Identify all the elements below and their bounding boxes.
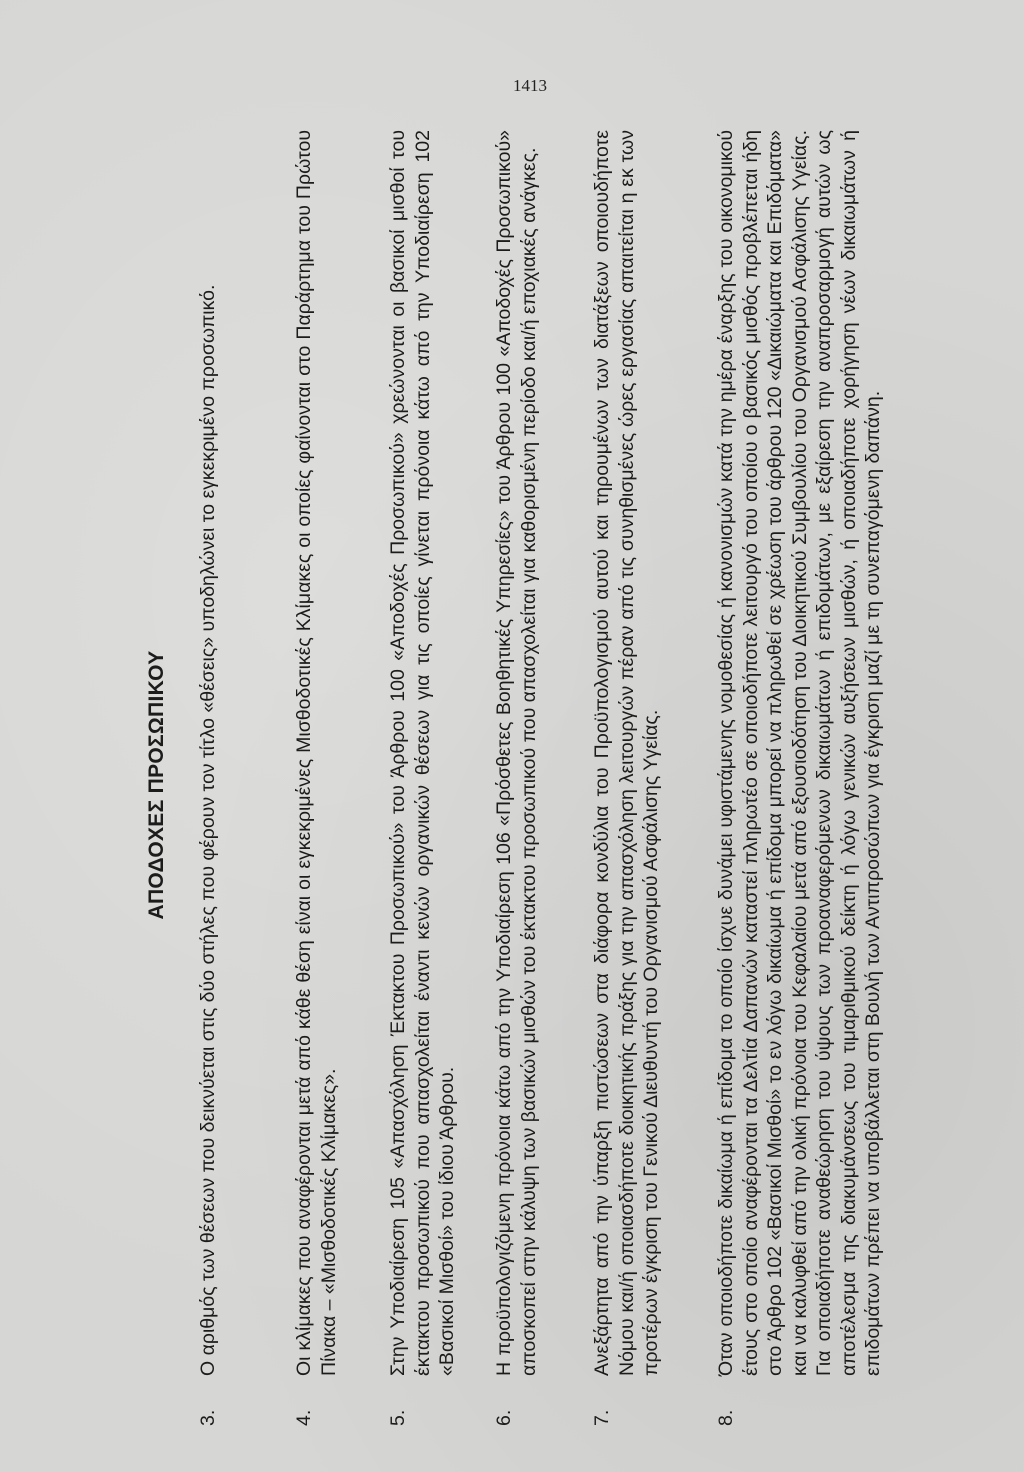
item-text: Στην Υποδιαίρεση 105 «Απασχόληση Έκτακτου Προσωπικού» του Άρθρου 100 «Αποδοχές Προσωπικού» χρεώνονται οι βασικοί μισθοί του έκτακτου προσωπικού που απασχολείται έναντι κενών οργανικών θέσεων για τις οποίες γίνεται πρόνοια κάτω από την Υποδιαίρεση 102 «Βασικοί Μισθοί» του ίδιου Άρθρου. [387, 130, 458, 1376]
item-text: Ανεξάρτητα από την ύπαρξη πιστώσεων στα διάφορα κονδύλια του Προϋπολογισμού αυτού και τηρουμένων των διατάξεων οποιουδήποτε Νόμου και/ή οποιασδήποτε διοικητικής πράξης για την απασχόληση λειτουργών πέραν από τις συνηθισμένες ώρες εργασίας απαιτείται η εκ των προτέρων έγκριση του Γενικού Διευθυντή του Οργανισμού Ασφάλισης Υγείας. [591, 130, 662, 1376]
list-item-8 [714, 130, 886, 1440]
list-item-6 [492, 130, 541, 1440]
list-item-5 [386, 130, 460, 1440]
list-item-4 [292, 130, 341, 1440]
item-number: 4. [293, 1409, 315, 1426]
item-number: 6. [493, 1409, 515, 1426]
page-number: 1413 [513, 76, 547, 95]
item-text: Όταν οποιοδήποτε δικαίωμα ή επίδομα το οποίο ίσχυε δυνάμει υφιστάμενης νομοθεσίας ή κανονισμών κατά την ημέρα έναρξης του οικονομικού έτους στο οποίο αναφέρονται τα Δελτία Δαπανών καταστεί πληρωτέο σε οποιοδήποτε λειτουργό του οποίου ο βασικός μισθός προβλέπεται ήδη στο Άρθρο 102 «Βασικοί Μισθοί» το εν λόγω δικαίωμα ή επίδομα μπορεί να πληρωθεί σε χρέωση του άρθρου 120 «Δικαιώματα και Επιδόματα» και να καλυφθεί από την ολική πρόνοια του Κεφαλαίου μετά από εξουσιοδότηση του Διοικητικού Συμβουλίου του Οργανισμού Ασφάλισης Υγείας. Για οποιαδήποτε αναθεώρηση του ύψους των προαναφερόμενων δικαιωμάτων ή επιδομάτων, με εξαίρεση την αναπροσαρμογή αυτών ως αποτέλεσμα της διακυμάνσεως του τιμαριθμικού δείκτη ή λόγω γενικών αυξήσεων μισθών, ή οποιαδήποτε χορήγηση νέων δικαιωμάτων ή επιδομάτων πρέπει να υποβάλλεται στη Βουλή των Αντιπροσώπων για έγκριση μαζί με τη συνεπαγόμενη δαπάνη. [715, 130, 884, 1376]
item-number: 8. [715, 1409, 737, 1426]
item-number: 5. [387, 1409, 409, 1426]
list-item-3 [196, 130, 221, 1440]
document-title: ΑΠΟΔΟΧΕΣ ΠΡΟΣΩΠΙΚΟΥ [145, 650, 168, 920]
item-number: 3. [197, 1409, 219, 1426]
list-item-7 [590, 130, 664, 1440]
item-text: Ο αριθμός των θέσεων που δεικνύεται στις δύο στήλες που φέρουν τον τίτλο «θέσεις» υποδηλώνει το εγκεκριμένο προσωπικό. [197, 284, 219, 1376]
rotated-content [140, 130, 940, 1440]
item-text: Οι κλίμακες που αναφέρονται μετά από κάθε θέση είναι οι εγκεκριμένες Μισθοδοτικές Κλίμακες οι οποίες φαίνονται στο Παράρτημα του Πρώτου Πίνακα – «Μισθοδοτικές Κλίμακες». [293, 130, 340, 1376]
item-number: 7. [591, 1409, 613, 1426]
item-text: Η προϋπολογιζόμενη πρόνοια κάτω από την Υποδιαίρεση 106 «Πρόσθετες Βοηθητικές Υπηρεσίες» του Άρθρου 100 «Αποδοχές Προσωπικού» αποσκοπεί στην κάλυψη των βασικών μισθών του έκτακτου προσωπικού που απασχολείται για καθορισμένη περίοδο και/ή εποχιακές ανάγκες. [493, 130, 540, 1376]
